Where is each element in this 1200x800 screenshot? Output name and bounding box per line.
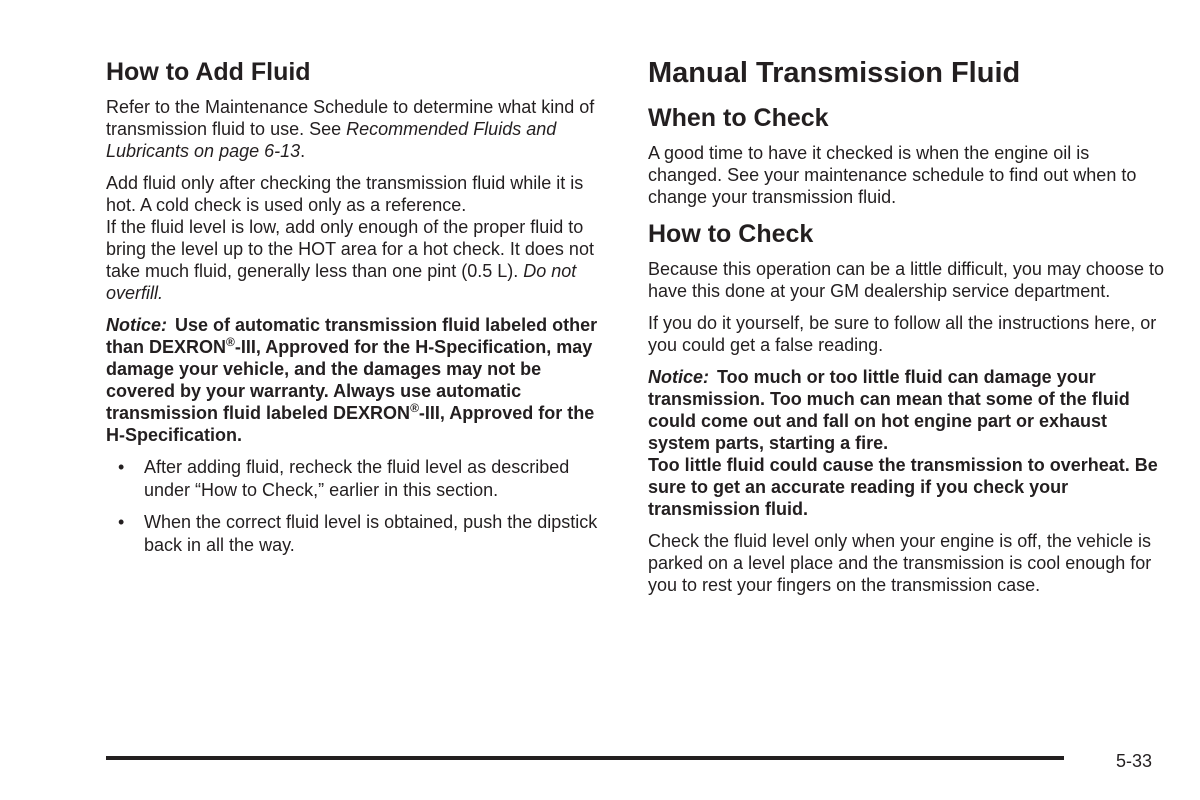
add-fluid-heading: How to Add Fluid: [106, 58, 311, 86]
when-to-check-paragraph: A good time to have it checked is when the engine oil is changed. See your maintenance schedule to find out when to change your transmission fluid.: [648, 143, 1137, 207]
list-item: [106, 511, 612, 557]
page-title: Manual Transmission Fluid: [648, 57, 1021, 89]
notice-text-part-1: Use of automatic transmission fluid labeled other than DEXRON: [106, 315, 598, 357]
check-fluid-final-paragraph: Check the fluid level only when your engine is off, the vehicle is parked on a level place and the transmission is cool enough for you to rest your fingers on the transmission case.: [648, 531, 1152, 595]
how-to-check-paragraph-2: If you do it yourself, be sure to follow all the instructions here, or you could get a false reading.: [648, 313, 1157, 355]
how-to-check-heading: How to Check: [648, 220, 814, 248]
notice-label: Notice:: [648, 367, 710, 387]
add-fluid-p3-text: If the fluid level is low, add only enough of the proper fluid to bring the level up to the HOT area for a hot check. It does not take much fluid, generally less than one pint (0.5 L).: [106, 217, 594, 281]
add-fluid-paragraph-3: [106, 216, 612, 304]
how-to-check-paragraph-1: Because this operation can be a little difficult, you may choose to have this done at your GM dealership service department.: [648, 259, 1164, 301]
registered-mark: ®: [226, 335, 235, 349]
recommended-fluids-reference: Recommended Fluids and Lubricants on page 6-13: [106, 119, 557, 161]
bullet-icon: •: [118, 457, 125, 477]
bullet-icon: •: [118, 512, 125, 532]
right-column: [648, 56, 1164, 606]
notice-text-part-1: Too much or too little fluid can damage your transmission. Too much can mean that some of the fluid could come out and fall on hot engine part or exhaust system parts, starting a fire.: [648, 367, 1130, 453]
when-to-check-heading: When to Check: [648, 104, 829, 132]
notice-text-part-2: -III, Approved for the H-Specification, may damage your vehicle, and the damages may not be covered by your warranty. Always use automatic transmission fluid labeled DEXRON: [106, 337, 593, 423]
bullet-text: When the correct fluid level is obtained, push the dipstick back in all the way.: [144, 512, 598, 555]
add-fluid-bullet-list: [106, 456, 612, 557]
notice-text-part-3: -III, Approved for the H-Specification.: [106, 403, 595, 445]
list-item: [106, 456, 612, 502]
notice-label: Notice:: [106, 315, 168, 335]
add-fluid-p1-end: .: [300, 141, 306, 161]
add-fluid-paragraph-2: Add fluid only after checking the transmission fluid while it is hot. A cold check is used only as a reference.: [106, 173, 584, 215]
footer-rule: [106, 756, 1064, 760]
do-not-overfill-warning: Do not overfill.: [106, 261, 577, 303]
dexron-notice: [106, 314, 612, 446]
notice-text-part-2: Too little fluid could cause the transmission to overheat. Be sure to get an accurate reading if you check your transmission fluid.: [648, 455, 1158, 519]
fluid-level-notice: [648, 366, 1164, 520]
bullet-text: After adding fluid, recheck the fluid level as described under “How to Check,” earlier in this section.: [144, 457, 570, 500]
registered-mark: ®: [410, 401, 419, 415]
add-fluid-paragraph-1: [106, 96, 612, 162]
add-fluid-p1-text: Refer to the Maintenance Schedule to determine what kind of transmission fluid to use. See: [106, 97, 595, 139]
page-number: 5-33: [1116, 751, 1153, 771]
left-column: [106, 56, 612, 566]
